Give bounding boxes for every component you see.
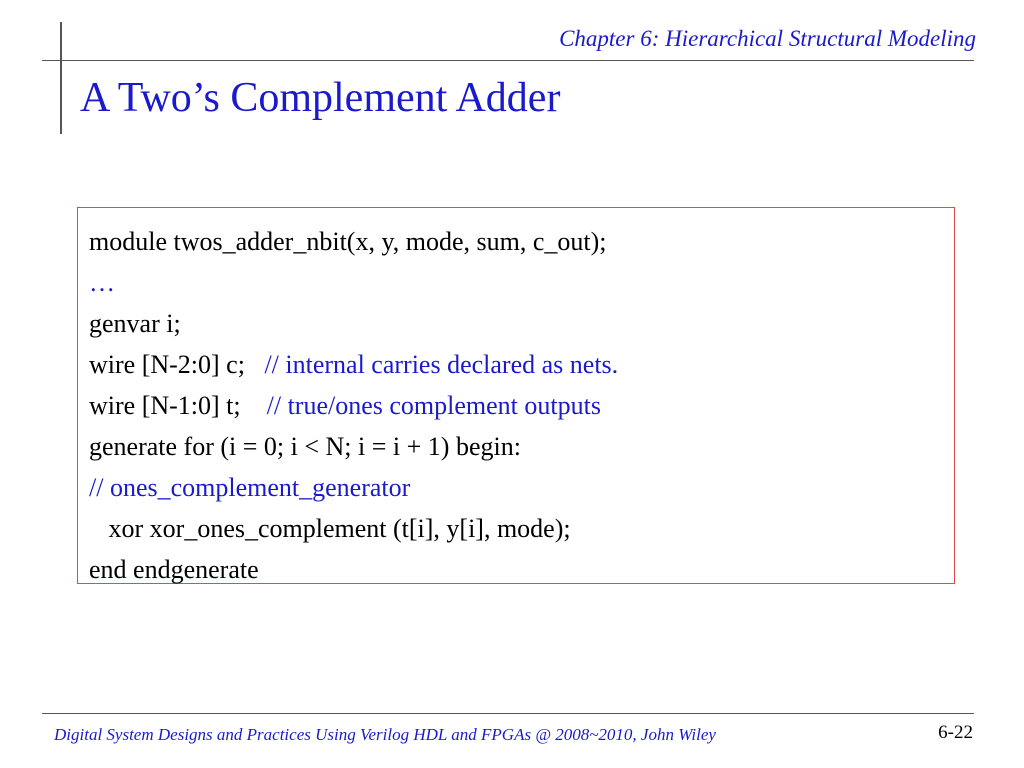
code-line-5 [89,385,954,426]
chapter-header: Chapter 6: Hierarchical Structural Modeling [559,26,976,51]
code-comment: // internal carries declared as nets. [264,350,619,379]
code-text: genvar i; [89,309,181,338]
code-box [77,207,955,584]
code-line-3 [89,303,954,344]
code-text: end endgenerate [89,555,259,584]
decorative-vertical-rule [60,22,62,134]
code-comment: … [89,268,115,297]
slide-title: A Two’s Complement Adder [80,75,561,121]
code-line-1 [89,221,954,262]
footer-citation: Digital System Designs and Practices Using Verilog HDL and FPGAs @ 2008~2010, John Wiley [54,725,716,744]
code-line-2 [89,262,954,303]
code-comment: // ones_complement_generator [89,473,411,502]
code-text: generate for (i = 0; i < N; i = i + 1) begin: [89,432,521,461]
code-line-9 [89,549,954,590]
code-text: xor xor_ones_complement (t[i], y[i], mode); [89,514,571,543]
code-line-7 [89,467,954,508]
code-text: wire [N-2:0] c; [89,350,265,379]
code-line-4 [89,344,954,385]
header-rule [42,60,974,61]
footer-rule [42,713,974,714]
code-line-6 [89,426,954,467]
code-text: module twos_adder_nbit(x, y, mode, sum, c_out); [89,227,607,256]
code-text: wire [N-1:0] t; [89,391,267,420]
page-number: 6-22 [938,722,973,743]
code-comment: // true/ones complement outputs [266,391,601,420]
code-line-8 [89,508,954,549]
